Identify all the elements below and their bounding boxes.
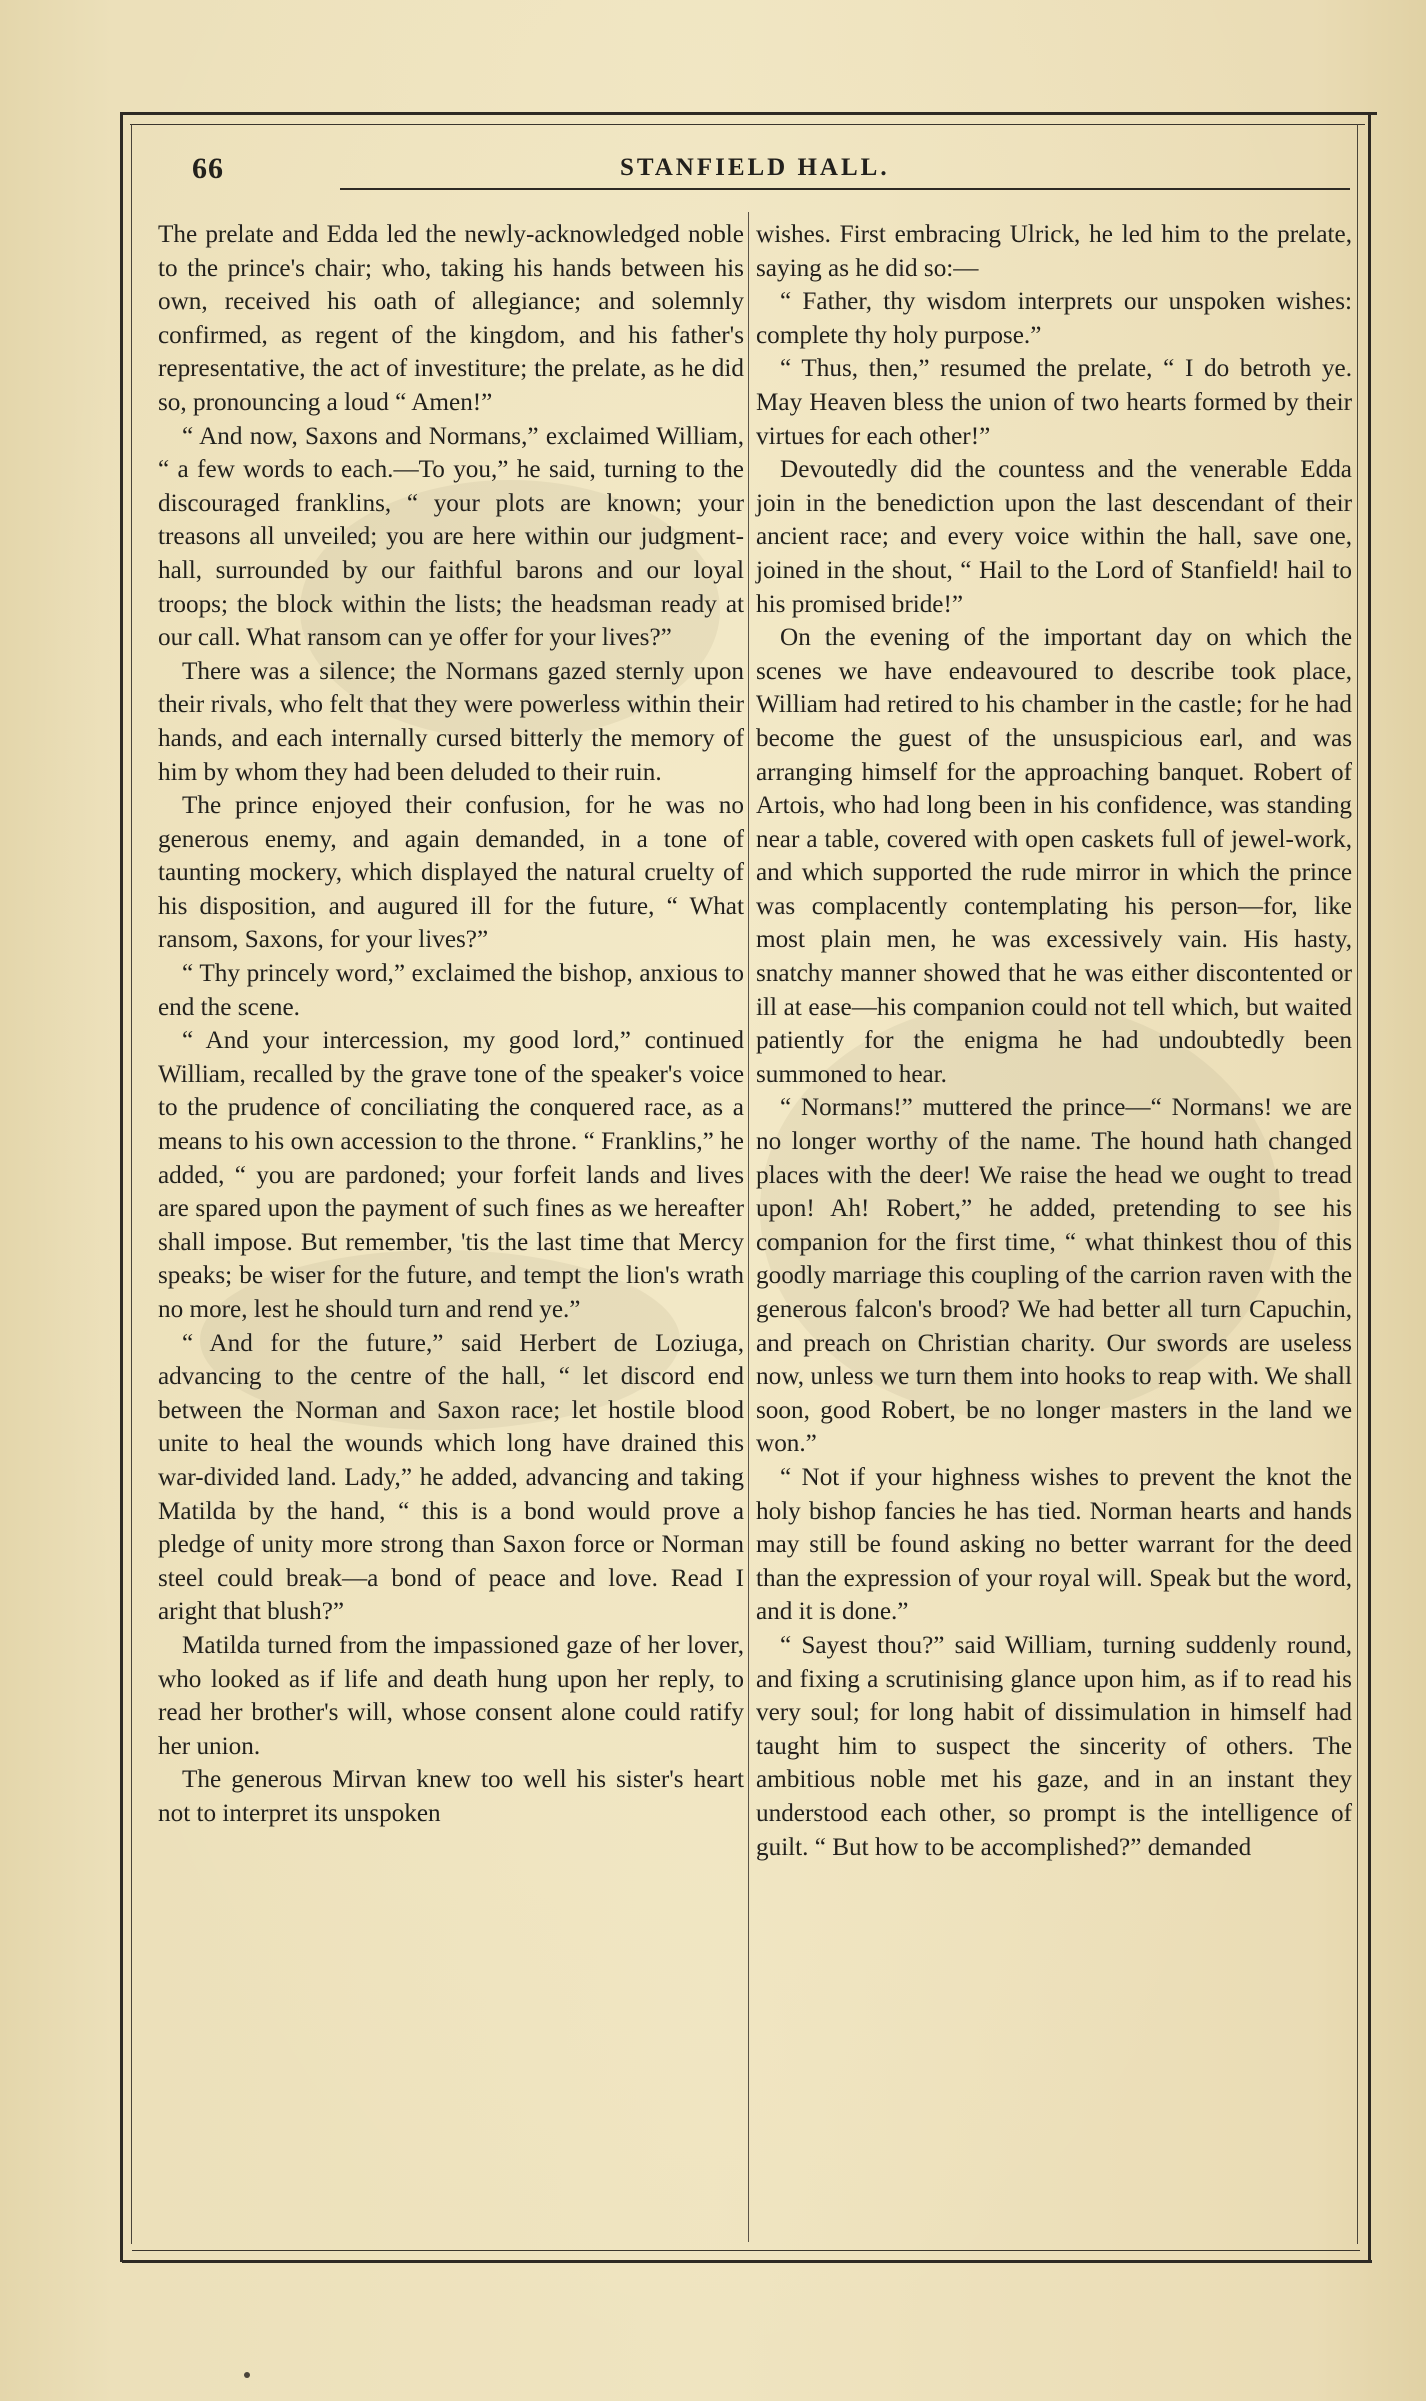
paragraph: “ And your intercession, my good lord,” continued William, recalled by the grave tone of the speaker's voice to the prudence of conciliating the conquered race, as a means to his own accession to the throne. “ Franklins,” he added, “ you are pardoned; your forfeit lands and lives are spared upon the payment of such fines as we hereafter shall impose. But remember, 'tis the last time that Mercy speaks; be wiser for the future, and tempt the lion's wrath no more, lest he should turn and rend ye.” xyxy=(158,1027,744,1323)
paragraph: “ And for the future,” said Herbert de Loziuga, advancing to the centre of the hall, “ let discord end between the Norman and Saxon race; let hostile blood unite to heal the wounds which long have drained this war-divided land. Lady,” he added, advancing and taking Matilda by the hand, “ this is a bond would prove a pledge of unity more strong than Saxon force or Norman steel could break—a bond of peace and love. Read I aright that blush?” xyxy=(158,1329,744,1626)
frame-rule-right xyxy=(1368,112,1371,2262)
frame-rule-left xyxy=(120,112,123,2262)
right-column xyxy=(756,218,1352,1864)
paragraph: “ And now, Saxons and Normans,” exclaimed William, “ a few words to each.—To you,” he said, turning to the discouraged franklins, “ your plots are known; your treasons all unveiled; you are here within our judgment-hall, surrounded by our faithful barons and our loyal troops; the block within the lists; the headsman ready at our call. What ransom can ye offer for your lives?” xyxy=(158,422,744,652)
paragraph: The prelate and Edda led the newly-acknowledged noble to the prince's chair; who, taking his hands between his own, received his oath of allegiance; and solemnly confirmed, as regent of the kingdom, and his father's representative, the act of investiture; the prelate, as he did so, pronouncing a loud “ Amen!” xyxy=(158,221,744,416)
paragraph: Matilda turned from the impassioned gaze of her lover, who looked as if life and death hung upon her reply, to read her brother's will, whose consent alone could ratify her union. xyxy=(158,1631,744,1760)
paragraph: “ Father, thy wisdom interprets our unspoken wishes: complete thy holy purpose.” xyxy=(756,288,1352,349)
left-column xyxy=(158,218,744,1831)
header-rule xyxy=(340,188,1350,190)
paragraph: “ Thy princely word,” exclaimed the bishop, anxious to end the scene. xyxy=(158,960,744,1021)
paragraph: On the evening of the important day on which the scenes we have endeavoured to describe took place, William had retired to his chamber in the castle; for he had become the guest of the unsuspicious earl, and was arranging himself for the approaching banquet. Robert of Artois, who had long been in his confidence, was standing near a table, covered with open caskets full of jewel-work, and which supported the rude mirror in which the prince was complacently contemplating his person—for, like most plain men, he was excessively vain. His hasty, snatchy manner showed that he was either discontented or ill at ease—his companion could not tell which, but waited patiently for the enigma he had undoubtedly been summoned to hear. xyxy=(756,624,1352,1088)
frame-rule-top-inner xyxy=(130,124,1365,125)
paragraph: There was a silence; the Normans gazed sternly upon their rivals, who felt that they were powerless within their hands, and each internally cursed bitterly the memory of him by whom they had been deluded to their ruin. xyxy=(158,657,744,786)
paragraph: “ Not if your highness wishes to prevent the knot the holy bishop fancies he has tied. Norman hearts and hands may still be found asking no better warrant for the deed than the expression of your royal will. Speak but the word, and it is done.” xyxy=(756,1463,1352,1626)
page-number: 66 xyxy=(192,152,224,185)
frame-rule-right-inner xyxy=(1357,124,1358,2244)
paragraph: “ Sayest thou?” said William, turning suddenly round, and fixing a scrutinising glance upon him, as if to read his very soul; for long habit of dissimulation in himself had taught him to suspect the sincerity of others. The ambitious noble met his gaze, and in an instant they understood each other, so prompt is the intelligence of guilt. “ But how to be accomplished?” demanded xyxy=(756,1631,1352,1861)
paragraph: The prince enjoyed their confusion, for he was no generous enemy, and again demanded, in a tone of taunting mockery, which displayed the natural cruelty of his disposition, and augured ill for the future, “ What ransom, Saxons, for your lives?” xyxy=(158,792,744,954)
ink-speck xyxy=(244,2372,250,2378)
running-title: STANFIELD HALL. xyxy=(620,154,890,181)
paragraph: The generous Mirvan knew too well his sister's heart not to interpret its unspoken xyxy=(158,1766,744,1827)
frame-rule-left-inner xyxy=(131,124,132,2244)
frame-rule-bottom-inner xyxy=(132,2250,1360,2251)
paragraph: “ Normans!” muttered the prince—“ Normans! we are no longer worthy of the name. The hound hath changed places with the deer! We raise the head we ought to tread upon! Ah! Robert,” he added, pretending to see his companion for the first time, “ what thinkest thou of this goodly marriage this coupling of the carrion raven with the generous falcon's brood? We had better all turn Capuchin, and preach on Christian charity. Our swords are useless now, unless we turn them into hooks to reap with. We shall soon, good Robert, be no longer masters in the land we won.” xyxy=(756,1094,1352,1458)
paragraph-continuation: wishes. First embracing Ulrick, he led him to the prelate, saying as he did so:— xyxy=(756,221,1352,282)
column-divider xyxy=(748,212,749,2242)
paragraph: Devoutedly did the countess and the venerable Edda join in the benediction upon the last descendant of their ancient race; and every voice within the hall, save one, joined in the shout, “ Hail to the Lord of Stanfield! hail to his promised bride!” xyxy=(756,456,1352,618)
frame-rule-top xyxy=(122,112,1377,115)
paragraph: “ Thus, then,” resumed the prelate, “ I do betroth ye. May Heaven bless the union of two hearts formed by their virtues for each other!” xyxy=(756,355,1352,450)
frame-rule-bottom xyxy=(122,2260,1372,2263)
